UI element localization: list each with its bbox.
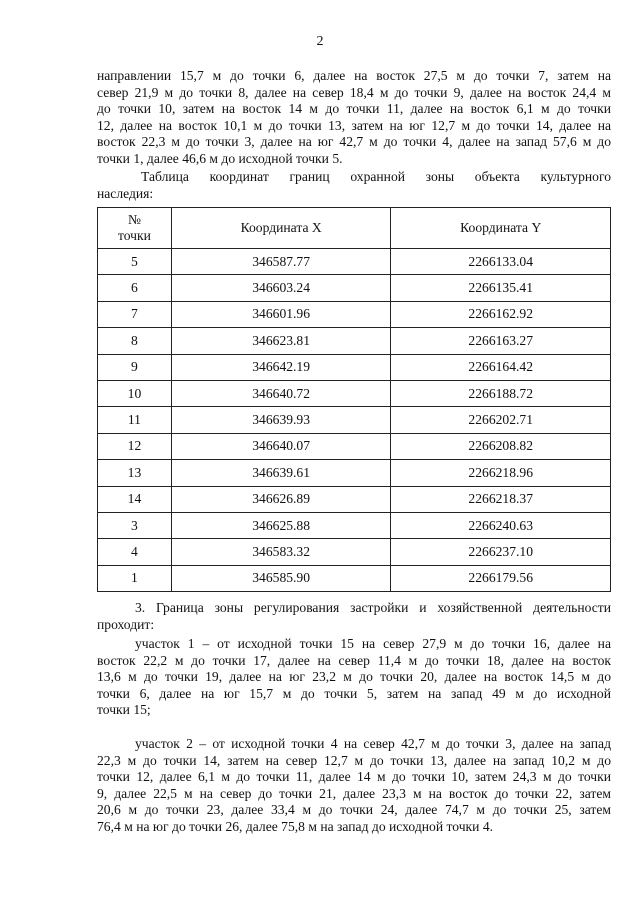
cell-coordinate-x: 346587.77 [171,249,391,275]
plot-1-paragraph [97,636,611,719]
header-coordinate-x: Координата X [171,208,391,249]
cell-point-number: 14 [98,486,172,512]
plot-2-line: 9, далее 22,5 м на север до точки 21, далее 23,3 м на восток до точки 22, затем [97,785,611,801]
intro-line: север 21,9 м до точки 8, далее на север 18,4 м до точки 9, далее на восток 24,4 м [97,84,611,100]
cell-coordinate-y: 2266188.72 [391,380,611,406]
cell-point-number: 12 [98,433,172,459]
section-3-heading [97,600,611,633]
cell-coordinate-y: 2266202.71 [391,407,611,433]
cell-point-number: 13 [98,460,172,486]
cell-point-number: 4 [98,539,172,565]
cell-coordinate-x: 346639.61 [171,460,391,486]
table-row [98,301,611,327]
section-3-line: проходит: [97,616,155,632]
cell-coordinate-y: 2266218.37 [391,486,611,512]
table-row [98,433,611,459]
header-point-number-text: № точки [117,212,151,243]
table-row [98,539,611,565]
cell-point-number: 8 [98,328,172,354]
page-number: 2 [316,34,324,49]
cell-point-number: 10 [98,380,172,406]
cell-coordinate-y: 2266164.42 [391,354,611,380]
cell-coordinate-y: 2266208.82 [391,433,611,459]
cell-coordinate-x: 346623.81 [171,328,391,354]
coordinates-table [97,207,611,592]
intro-line: 12, далее на восток 10,1 м до точки 13, затем на юг 12,7 м до точки 14, далее на [97,117,611,133]
plot-2-line: точки 12, далее 6,1 м до точки 11, далее 14 м до точки 10, затем 24,3 м до точки [97,769,611,785]
table-caption [97,169,611,202]
cell-point-number: 7 [98,301,172,327]
table-header-row [98,208,611,249]
plot-1-line: 13,6 м до точки 19, далее на юг 23,2 м до точки 20, далее на восток 14,5 м до [97,669,611,685]
cell-point-number: 3 [98,512,172,538]
table-row [98,380,611,406]
table-row [98,275,611,301]
cell-coordinate-x: 346583.32 [171,539,391,565]
plot-1-line: участок 1 – от исходной точки 15 на север 27,9 м до точки 16, далее на [135,636,611,651]
cell-coordinate-x: 346625.88 [171,512,391,538]
plot-1-line: точки 6, далее на юг 15,7 м до точки 5, затем на запад 49 м до исходной [97,685,611,701]
plot-2-line: 22,3 м до точки 14, затем на север 12,7 м до точки 13, далее на запад 10,2 м до [97,752,611,768]
table-row [98,486,611,512]
plot-2-paragraph [97,736,611,836]
header-coordinate-y: Координата Y [391,208,611,249]
table-row [98,460,611,486]
table-row [98,512,611,538]
cell-coordinate-x: 346642.19 [171,354,391,380]
table-caption-line: Таблица координат границ охранной зоны объекта культурного [141,169,611,184]
cell-coordinate-y: 2266237.10 [391,539,611,565]
intro-line: восток 22,3 м до точки 3, далее на юг 42,7 м до точки 4, далее на запад 57,6 м до [97,134,611,150]
cell-coordinate-x: 346601.96 [171,301,391,327]
plot-2-line: участок 2 – от исходной точки 4 на север 42,7 м до точки 3, далее на запад [135,736,611,751]
intro-line: точки 1, далее 46,6 м до исходной точки 5. [97,150,343,166]
cell-coordinate-x: 346639.93 [171,407,391,433]
cell-coordinate-y: 2266240.63 [391,512,611,538]
table-row [98,407,611,433]
table-row [98,565,611,591]
cell-coordinate-y: 2266163.27 [391,328,611,354]
table-caption-line: наследия: [97,185,154,201]
cell-coordinate-x: 346640.07 [171,433,391,459]
table-row [98,354,611,380]
cell-point-number: 1 [98,565,172,591]
plot-2-line: 20,6 м до точки 23, далее 33,4 м до точки 24, далее 74,7 м до точки 25, затем [97,802,611,818]
cell-coordinate-y: 2266133.04 [391,249,611,275]
intro-line: направлении 15,7 м до точки 6, далее на восток 27,5 м до точки 7, затем на [97,68,611,83]
cell-point-number: 11 [98,407,172,433]
plot-1-line: восток 22,2 м до точки 17, далее на север 11,4 м до точки 18, далее на восток [97,652,611,668]
plot-2-line: 76,4 м на юг до точки 26, далее 75,8 м на запад до исходной точки 4. [97,818,494,834]
cell-point-number: 5 [98,249,172,275]
cell-coordinate-y: 2266135.41 [391,275,611,301]
intro-line: до точки 10, затем на восток 14 м до точки 11, далее на восток 6,1 м до точки [97,101,611,117]
header-point-number [98,208,172,249]
cell-coordinate-y: 2266162.92 [391,301,611,327]
cell-coordinate-x: 346603.24 [171,275,391,301]
intro-paragraph [97,68,611,168]
table-row [98,249,611,275]
section-3-line: 3. Граница зоны регулирования застройки и хозяйственной деятельности [135,600,611,615]
cell-coordinate-y: 2266218.96 [391,460,611,486]
cell-coordinate-x: 346626.89 [171,486,391,512]
plot-1-line: точки 15; [97,702,151,718]
cell-point-number: 9 [98,354,172,380]
cell-coordinate-y: 2266179.56 [391,565,611,591]
cell-point-number: 6 [98,275,172,301]
cell-coordinate-x: 346640.72 [171,380,391,406]
table-row [98,328,611,354]
cell-coordinate-x: 346585.90 [171,565,391,591]
table-body [98,249,611,592]
